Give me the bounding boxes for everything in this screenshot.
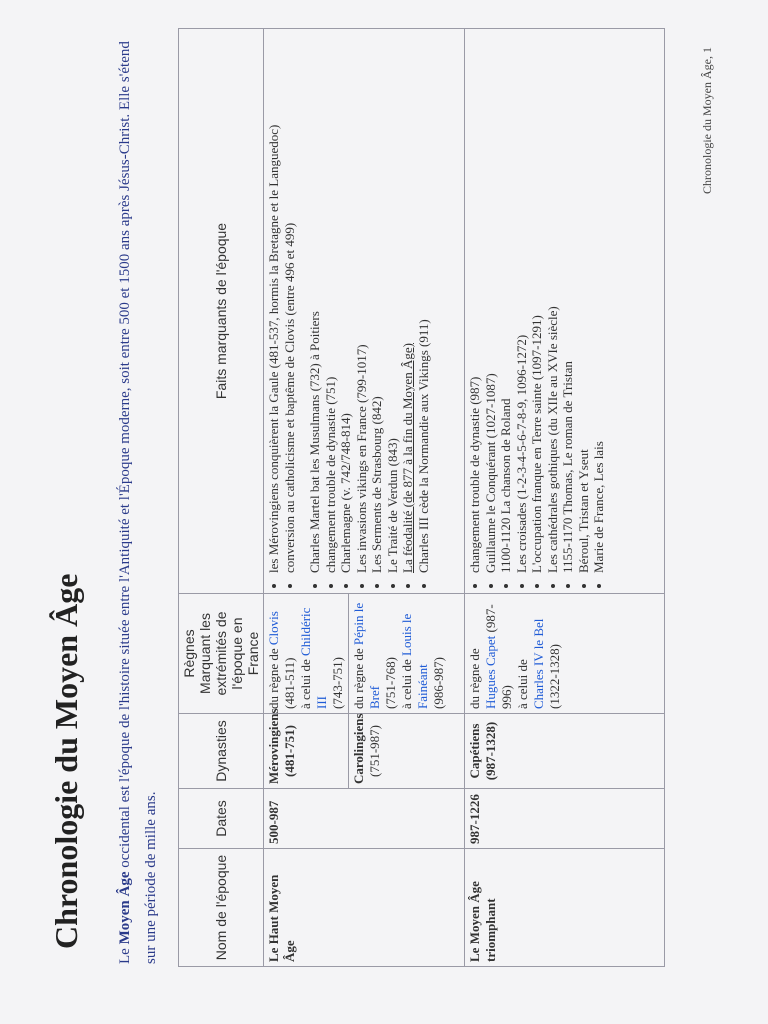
list-item: • les Mérovingiens conquièrent la Gaule (481-537, hormis la Bretagne et le Languedoc) <box>266 33 282 573</box>
facts-list <box>467 33 607 589</box>
list-item: • changement trouble de dynastie (987) <box>467 33 483 573</box>
facts-list <box>266 33 431 589</box>
dynasty-cell <box>349 714 465 789</box>
header-period: Nom de l'époque <box>179 849 264 967</box>
period-name: Le Haut Moyen Âge <box>264 849 465 967</box>
king-link[interactable]: Pépin le Bref <box>351 602 382 709</box>
intro-paragraph <box>112 34 164 964</box>
reign-cell <box>264 594 349 714</box>
header-dates: Dates <box>179 789 264 849</box>
dynasty-range: (481-751) <box>282 725 297 777</box>
reign-to: à celui de <box>298 655 313 709</box>
list-item: • Charlemagne (v. 742/748-814) <box>338 33 354 573</box>
list-item: • 1155-1170 Thomas, Le roman de Tristan <box>560 33 576 573</box>
period-dates: 987-1226 <box>465 789 665 849</box>
header-dynasties: Dynasties <box>179 714 264 789</box>
list-item: • Charles III cède la Normandie aux Vikings (911) <box>416 33 432 573</box>
reign-to: à celui de <box>515 659 530 709</box>
list-item: • L'occupation franque en Terre sainte (1097-1291) <box>529 33 545 573</box>
list-item: • Les invasions vikings en France (799-1017) <box>354 33 370 573</box>
dynasty-cell <box>465 714 665 789</box>
table-row <box>465 29 665 967</box>
dynasty-name: Mérovingiens <box>266 708 281 784</box>
chronology-table <box>178 28 665 967</box>
dynasty-cell <box>264 708 349 789</box>
reign-years: (751-768) <box>383 657 398 709</box>
header-reigns: Règnes Marquant les extrémités de l'époque en France <box>179 594 264 714</box>
intro-part2: occidental est l'époque de l'histoire située entre l'Antiquité et l'Époque moderne, soit entre 500 et 1500 ans après Jésus-Christ. Elle s'étend sur une période de mille ans. <box>117 41 159 964</box>
list-item: • conversion au catholicisme et baptême de Clovis (entre 496 et 499) <box>282 33 298 573</box>
reign-from: du règne de <box>351 645 366 709</box>
dynasty-range: (751-987) <box>367 725 382 777</box>
king-link[interactable]: Clovis <box>266 611 281 646</box>
reign-from: du règne de <box>467 648 482 709</box>
list-item: • Béroul, Tristan et Yseut <box>576 33 592 573</box>
page-footer: Chronologie du Moyen Âge, 1 <box>700 47 714 194</box>
king-link[interactable]: Charles IV le Bel <box>531 618 546 709</box>
reign-from: du règne de <box>266 645 281 709</box>
reign-years: (1322-1328) <box>547 644 562 709</box>
dynasty-range: (987-1328) <box>483 721 498 781</box>
intro-part1: Le <box>117 944 133 964</box>
facts-cell <box>465 29 665 594</box>
list-item: • Marie de France, Les lais <box>591 33 607 573</box>
list-item: • Charles Martel bat les Musulmans (732) à Poitiers <box>307 33 323 573</box>
facts-cell <box>264 29 465 594</box>
king-link[interactable]: Louis le Fainéant <box>399 613 430 709</box>
reign-to: à celui de <box>399 655 414 709</box>
reign-years: (986-987) <box>431 657 446 709</box>
list-item: • Guillaume le Conquérant (1027-1087) <box>483 33 499 573</box>
list-item: • Les Serments de Strasbourg (842) <box>369 33 385 573</box>
page-title: Chronologie du Moyen Âge <box>48 573 84 949</box>
list-item: • Les cathédrales gothiques (du XIIe au XVIe siècle) <box>545 33 561 573</box>
reign-cell <box>349 594 465 714</box>
list-item: • Les croisades (1-2-3-4-5-6-7-8-9, 1096-1272) <box>514 33 530 573</box>
list-item: • 1100-1120 La chanson de Roland <box>498 33 514 573</box>
header-facts: Faits marquants de l'époque <box>179 29 264 594</box>
period-dates: 500-987 <box>264 789 465 849</box>
list-item: • changement trouble de dynastie (751) <box>323 33 339 573</box>
reign-years: (481-511) <box>282 657 297 709</box>
period-name: Le Moyen Âge triomphant <box>465 849 665 967</box>
header-row <box>179 29 264 967</box>
list-item: • La féodalité (de 877 à la fin du Moyen Âge) <box>400 33 416 573</box>
king-link[interactable]: Childéric III <box>298 607 329 709</box>
table-row <box>264 29 349 967</box>
king-link[interactable]: Hugues Capet <box>483 635 498 709</box>
dynasty-name: Carolingiens <box>351 713 366 784</box>
reign-years: (987-996) <box>483 604 514 709</box>
reign-cell <box>465 594 665 714</box>
intro-keyword: Moyen Âge <box>117 871 133 945</box>
reign-years: (743-751) <box>330 657 345 709</box>
list-item: • Le Traité de Verdun (843) <box>385 33 401 573</box>
dynasty-name: Capétiens <box>467 723 482 779</box>
